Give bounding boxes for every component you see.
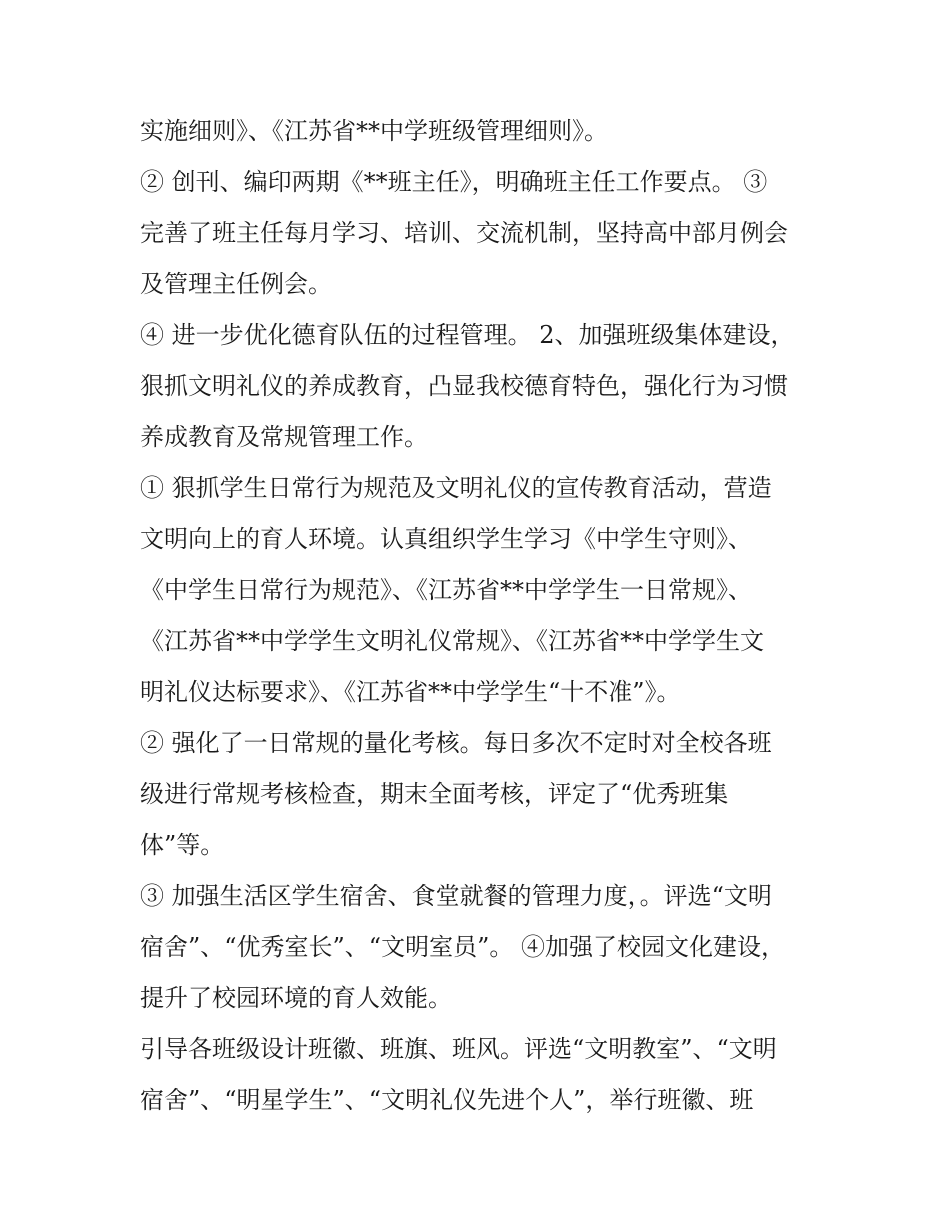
text-line: 养成教育及常规管理工作。 xyxy=(140,423,428,451)
text-line: ④ 进一步优化德育队伍的过程管理。 2、加强班级集体建设， xyxy=(140,321,795,349)
text-line: ③ 加强生活区学生宿舍、食堂就餐的管理力度，。评选“文明 xyxy=(140,882,772,910)
text-line: ② 创刊、编印两期《**班主任》，明确班主任工作要点。 ③ xyxy=(140,168,768,196)
text-line: 宿舍”、“优秀室长”、“文明室员”。 ④加强了校园文化建设， xyxy=(140,933,785,961)
text-line: 实施细则》、《江苏省**中学班级管理细则》。 xyxy=(140,117,608,145)
text-line: 《江苏省**中学学生文明礼仪常规》、《江苏省**中学学生文 xyxy=(140,627,764,655)
text-line: 提升了校园环境的育人效能。 xyxy=(140,984,452,1012)
text-line: 明礼仪达标要求》、《江苏省**中学学生“十不准”》。 xyxy=(140,678,681,706)
text-line: 引导各班级设计班徽、班旗、班风。评选“文明教室”、“文明 xyxy=(140,1035,777,1063)
text-line: 文明向上的育人环境。认真组织学生学习《中学生守则》、 xyxy=(140,525,752,553)
text-line: 及管理主任例会。 xyxy=(140,270,332,298)
text-line: 《中学生日常行为规范》、《江苏省**中学学生一日常规》、 xyxy=(140,576,752,604)
text-line: ① 狠抓学生日常行为规范及文明礼仪的宣传教育活动，营造 xyxy=(140,474,772,502)
text-line: 完善了班主任每月学习、培训、交流机制，坚持高中部月例会 xyxy=(140,219,788,247)
text-line: 级进行常规考核检查，期末全面考核，评定了“优秀班集 xyxy=(140,780,729,808)
text-line: 宿舍”、“明星学生”、“文明礼仪先进个人”，举行班徽、班 xyxy=(140,1086,754,1114)
text-line: ② 强化了一日常规的量化考核。每日多次不定时对全校各班 xyxy=(140,729,772,757)
text-line: 体”等。 xyxy=(140,831,225,859)
text-line: 狠抓文明礼仪的养成教育，凸显我校德育特色，强化行为习惯 xyxy=(140,372,788,400)
body-text xyxy=(140,106,830,1126)
